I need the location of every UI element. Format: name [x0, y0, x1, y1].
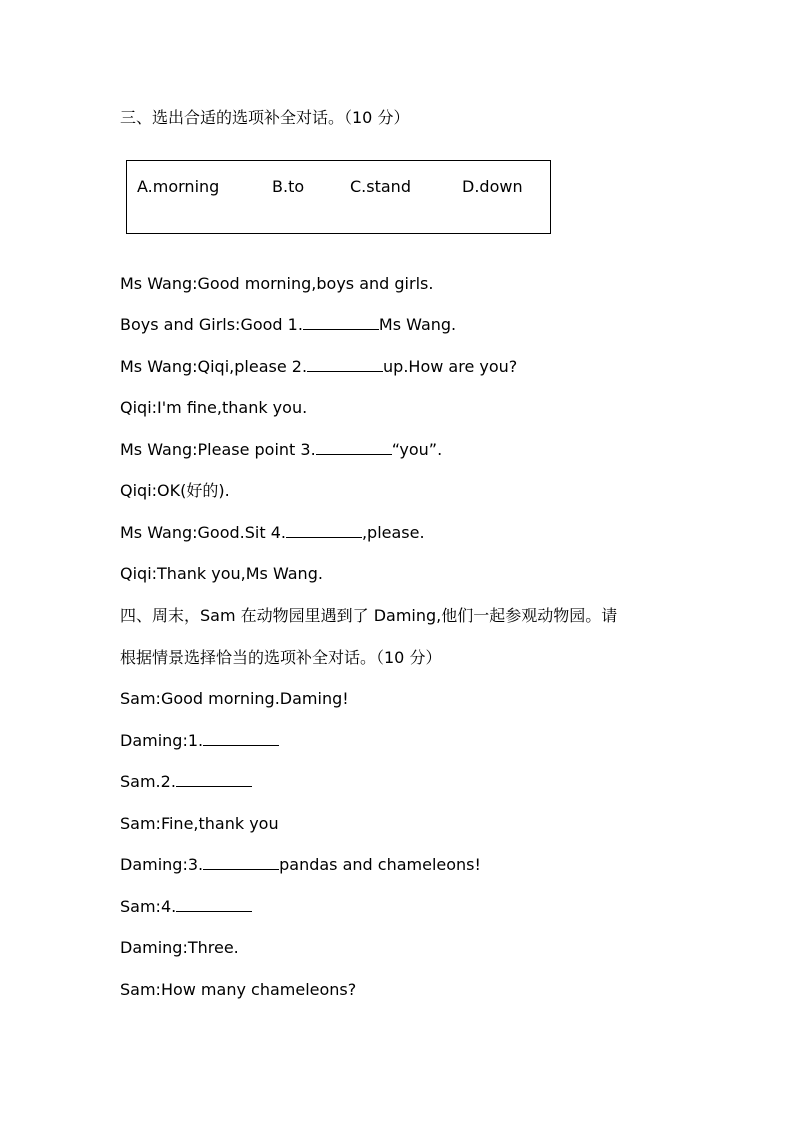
answer-blank[interactable] [307, 357, 383, 372]
s3-line-3 [120, 357, 517, 377]
s3-line-6 [120, 481, 230, 501]
answer-blank[interactable] [176, 897, 252, 912]
s4-line-8-text: Sam:How many chameleons? [120, 980, 357, 999]
option-a: A.morning [137, 177, 220, 196]
s3-line-1 [120, 274, 433, 294]
answer-blank[interactable] [203, 731, 279, 746]
s4-line-1 [120, 689, 349, 709]
s3-line-3-text: Ms Wang:Qiqi,please 2. [120, 357, 308, 376]
s3-line-2-after: Ms Wang. [378, 315, 457, 334]
s3-line-8 [120, 564, 323, 584]
s3-line-5 [120, 440, 442, 460]
s4-line-8 [120, 980, 356, 1000]
option-b: B.to [272, 177, 305, 196]
s3-line-1-text: Ms Wang:Good morning,boys and girls. [120, 274, 434, 293]
section4-heading-line1: 四、周末，Sam 在动物园里遇到了 Daming,他们一起参观动物园。请 [120, 606, 618, 625]
options-box [126, 160, 551, 234]
s4-line-6 [120, 897, 252, 917]
answer-blank[interactable] [316, 440, 392, 455]
answer-blank[interactable] [303, 315, 379, 330]
s4-line-3 [120, 772, 252, 792]
s3-line-5-text: Ms Wang:Please point 3. [120, 440, 316, 459]
option-d: D.down [462, 177, 523, 196]
s3-line-4-text: Qiqi:I'm fine,thank you. [120, 398, 308, 417]
answer-blank[interactable] [203, 855, 279, 870]
s3-line-2 [120, 315, 456, 335]
s4-line-5 [120, 855, 481, 875]
s3-line-3-after: up.How are you? [383, 357, 518, 376]
s4-line-2 [120, 731, 279, 751]
s4-line-7-text: Daming:Three. [120, 938, 239, 957]
s4-line-3-text: Sam.2. [120, 772, 176, 791]
s4-line-6-text: Sam:4. [120, 897, 177, 916]
s4-line-4 [120, 814, 279, 834]
s4-line-5-text: Daming:3. [120, 855, 204, 874]
s4-line-2-text: Daming:1. [120, 731, 204, 750]
s3-line-8-text: Qiqi:Thank you,Ms Wang. [120, 564, 323, 583]
section4-heading-line2: 根据情景选择恰当的选项补全对话。（10 分） [120, 648, 442, 667]
s4-line-1-text: Sam:Good morning.Daming! [120, 689, 349, 708]
s3-line-6-text: Qiqi:OK(好的). [120, 481, 230, 500]
s3-line-5-after: “you”. [391, 440, 443, 459]
s4-line-7 [120, 938, 239, 958]
s3-line-2-text: Boys and Girls:Good 1. [120, 315, 303, 334]
s3-line-7-after: ,please. [361, 523, 425, 542]
option-c: C.stand [350, 177, 411, 196]
s4-line-4-text: Sam:Fine,thank you [120, 814, 279, 833]
answer-blank[interactable] [286, 523, 362, 538]
s3-line-7-text: Ms Wang:Good.Sit 4. [120, 523, 286, 542]
s4-line-5-after: pandas and chameleons! [279, 855, 481, 874]
s3-line-7 [120, 523, 425, 543]
section3-heading: 三、选出合适的选项补全对话。（10 分） [120, 108, 410, 127]
s3-line-4 [120, 398, 307, 418]
answer-blank[interactable] [176, 772, 252, 787]
